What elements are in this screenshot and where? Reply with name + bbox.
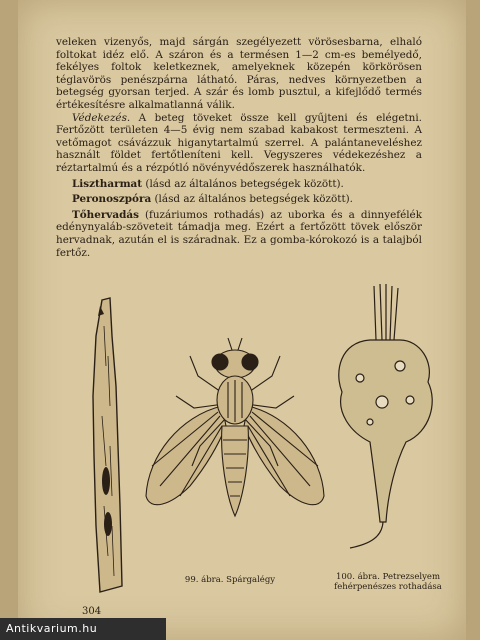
paragraph-lisztharmat xyxy=(56,178,422,191)
lisztharmat-label: Lisztharmat xyxy=(72,177,143,190)
watermark: Antikvarium.hu xyxy=(0,618,166,640)
paragraph-1: veleken vizenyős, majd sárgán szegélyezett vörösesbarna, elhaló foltokat idéz elő. A száron és a termésen 1—2 cm-es bemélyedő, fekélyes foltok keletkeznek, amelyeknek közepén körkörösen téglavörös penészpárna látható. Páras, nedves környezetben a betegség gyorsan terjed. A szár és lomb pusztul, a kifejlődő termés értékesítésre alkalmatlanná válik. xyxy=(56,36,422,111)
page-number: 304 xyxy=(82,606,102,617)
tohervadas-text: (fuzáriumos rothadás) az uborka és a dinnyefélék edénynyaláb-szöveteit támadja meg. Ezért a fertőzött tövek először hervadnak, azután el is száradnak. Ez a gomba-kórokozó is a talajból fertőz. xyxy=(56,208,422,259)
paragraph-tohervadas xyxy=(56,209,422,259)
peronoszpora-text: (lásd az általános betegségek között). xyxy=(151,193,353,206)
paragraph-peronoszpora xyxy=(56,193,422,206)
peronoszpora-label: Peronoszpóra xyxy=(72,193,152,206)
figure-100-caption-line-1: 100. ábra. Petrezselyem xyxy=(335,572,441,582)
asparagus-stem-illustration xyxy=(84,296,128,596)
lisztharmat-text: (lásd az általános betegségek között). xyxy=(142,177,344,190)
vedekezes-text: A beteg töveket össze kell gyűjteni és elégetni. Fertőzött területen 4—5 évig nem szabad kabakost termeszteni. A vetőmagot csávázzuk higanytartalmú szerrel. A palántaneveléshez használt földet fertőtleníteni kell. Vegyszeres védekezéshez a réztartalmú és a rézpótló növényvédőszerek használhatók. xyxy=(56,111,422,174)
figure-99-caption: 99. ábra. Spárgalégy xyxy=(184,575,276,585)
parsley-root-illustration xyxy=(330,282,440,574)
figure-100-caption xyxy=(318,572,458,592)
paragraph-vedekezes xyxy=(56,112,422,175)
tohervadas-label: Tőhervadás xyxy=(72,208,139,221)
figure-100-caption-line-2: fehérpenészes rothadása xyxy=(334,582,442,592)
body-text xyxy=(56,36,422,259)
asparagus-fly-illustration xyxy=(140,336,330,536)
vedekezes-label: Védekezés. xyxy=(72,111,131,124)
